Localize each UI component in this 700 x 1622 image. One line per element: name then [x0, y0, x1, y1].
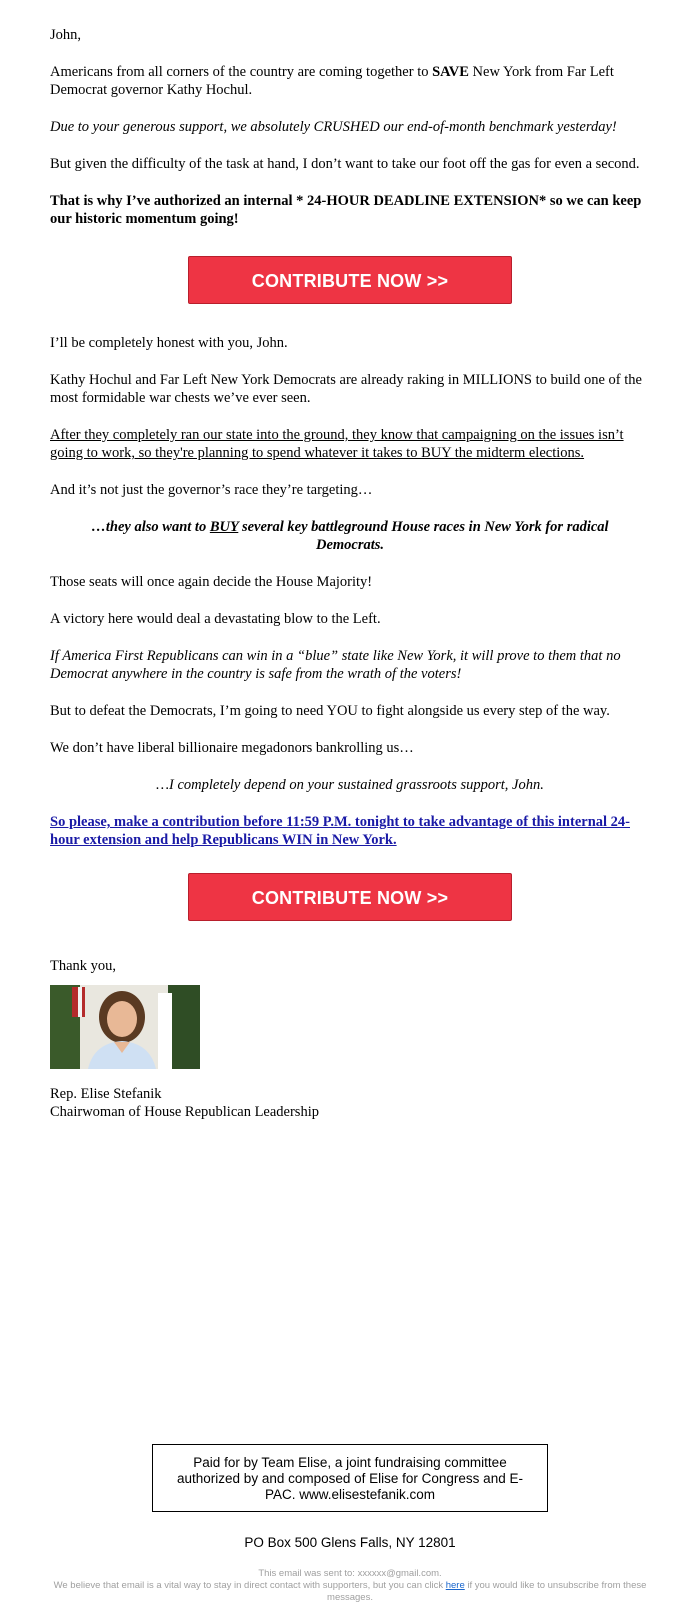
paragraph-foot-off-gas: But given the difficulty of the task at hand, I don’t want to take our foot off the gas for even a second.: [50, 156, 640, 172]
paragraph-fight-alongside: But to defeat the Democrats, I’m going to need YOU to fight alongside us every step of the way.: [50, 703, 610, 719]
signature-block: [50, 1085, 650, 1121]
p9-underlined: BUY: [209, 519, 239, 535]
paragraph-governors-race: And it’s not just the governor’s race they’re targeting…: [50, 482, 373, 498]
unsubscribe-line: [50, 1580, 650, 1604]
paragraph-millions: Kathy Hochul and Far Left New York Democrats are already raking in MILLIONS to build one of the most formidable war chests we’ve ever seen.: [50, 372, 642, 406]
signature-title: Chairwoman of House Republican Leadership: [50, 1104, 319, 1120]
closing: Thank you,: [50, 958, 117, 974]
p9-after: several key battleground House races in New York for radical Democrats.: [238, 519, 609, 553]
signature-name: Rep. Elise Stefanik: [50, 1086, 162, 1102]
candidate-photo: [50, 985, 200, 1069]
paragraph-honest: I’ll be completely honest with you, John.: [50, 335, 288, 351]
contribute-now-button-bottom[interactable]: CONTRIBUTE NOW >>: [188, 873, 512, 921]
unsubscribe-text-after: if you would like to unsubscribe from these messages.: [327, 1580, 647, 1603]
p1-bold: SAVE: [432, 64, 469, 80]
p9-before: …they also want to: [91, 519, 210, 535]
paragraph-deadline-extension: That is why I’ve authorized an internal * 24-HOUR DEADLINE EXTENSION* so we can keep our historic momentum going!: [50, 193, 642, 227]
paragraph-battleground-races: [50, 518, 650, 554]
paragraph-crushed-benchmark: Due to your generous support, we absolutely CRUSHED our end-of-month benchmark yesterday!: [50, 119, 617, 135]
contribute-now-button-top[interactable]: CONTRIBUTE NOW >>: [188, 256, 512, 304]
mailing-address: PO Box 500 Glens Falls, NY 12801: [244, 1535, 456, 1550]
p1-before: Americans from all corners of the country are coming together to: [50, 64, 433, 80]
unsubscribe-link[interactable]: here: [445, 1580, 465, 1591]
contribute-text-link[interactable]: So please, make a contribution before 11:59 P.M. tonight to take advantage of this internal 24-hour extension and help Republicans WIN in New York.: [50, 814, 630, 848]
paragraph-billionaires: We don’t have liberal billionaire megadonors bankrolling us…: [50, 740, 414, 756]
unsubscribe-text-before: We believe that email is a vital way to stay in direct contact with supporters, but you can click: [53, 1580, 446, 1591]
email-body: [50, 26, 650, 1121]
sent-to-line: This email was sent to: xxxxxx@gmail.com.: [258, 1568, 442, 1579]
paragraph-grassroots: …I completely depend on your sustained grassroots support, John.: [156, 777, 544, 793]
unsubscribe-notice: [50, 1568, 650, 1604]
paragraph-save-new-york: [50, 63, 650, 99]
greeting: John,: [50, 27, 82, 43]
paid-for-disclaimer: Paid for by Team Elise, a joint fundraising committee authorized by and composed of Elise for Congress and E-PAC. www.elisestefanik.com: [152, 1444, 548, 1512]
cta-container-bottom: [50, 873, 650, 921]
paragraph-blue-state: If America First Republicans can win in a “blue” state like New York, it will prove to them that no Democrat anywhere in the country is safe from the wrath of the voters!: [50, 648, 621, 682]
paragraph-house-majority: Those seats will once again decide the House Majority!: [50, 574, 373, 590]
cta-container-top: [50, 256, 650, 304]
paragraph-victory: A victory here would deal a devastating blow to the Left.: [50, 611, 381, 627]
paragraph-buy-midterms: After they completely ran our state into the ground, they know that campaigning on the issues isn’t going to work, so they're planning to spend whatever it takes to BUY the midterm elections.: [50, 427, 624, 461]
p1-after: New York from Far Left Democrat governor Kathy Hochul.: [50, 64, 614, 98]
paragraph-link-contribute: [50, 813, 650, 849]
